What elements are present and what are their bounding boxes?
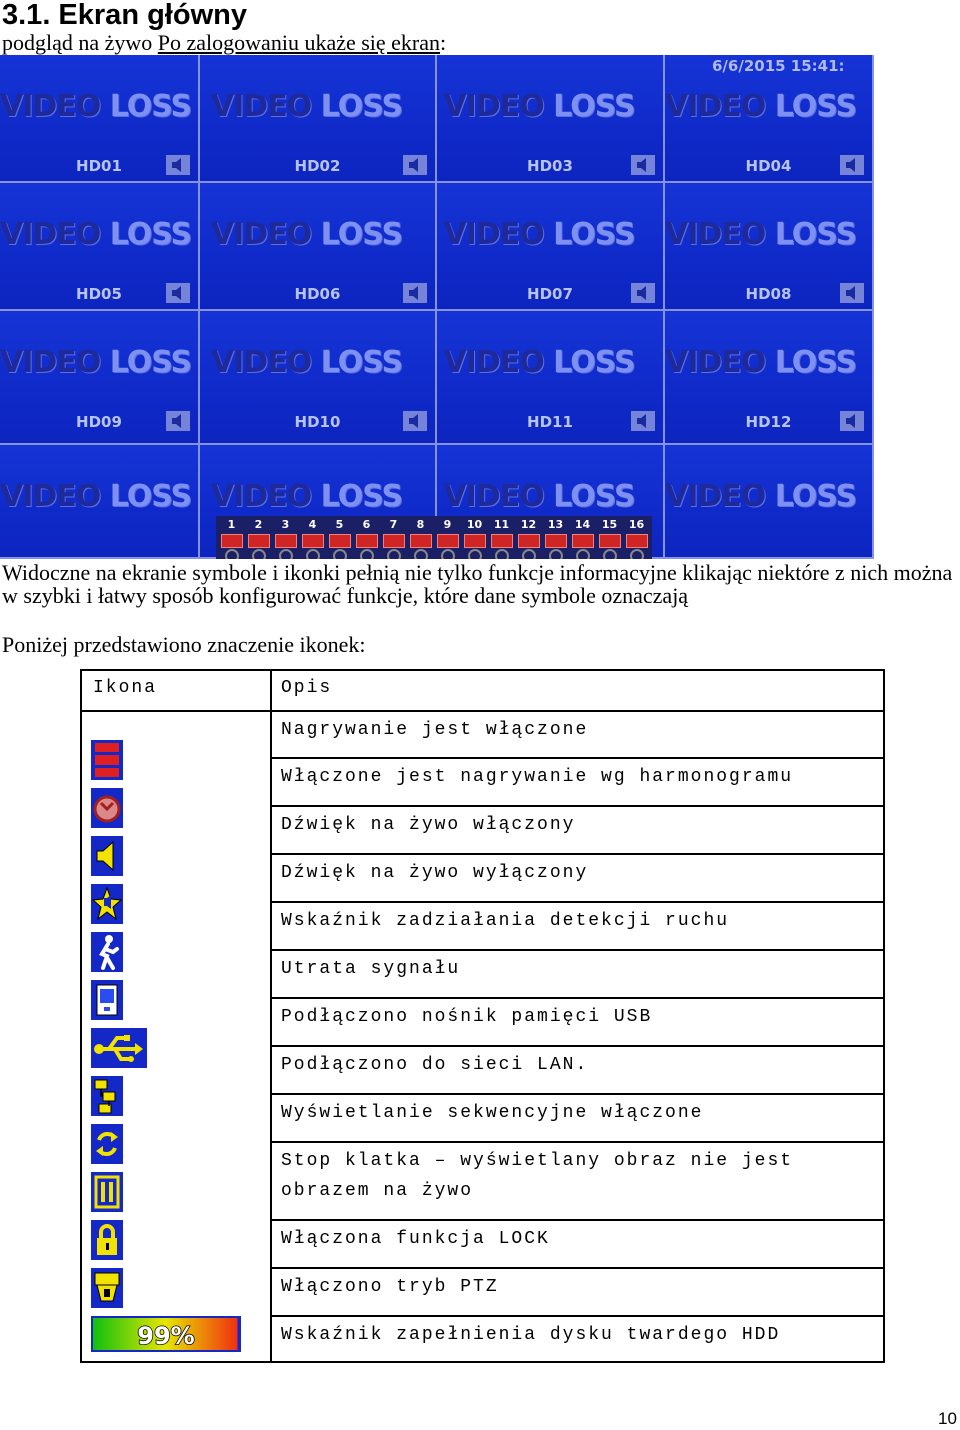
- channel-record-indicator: [356, 534, 378, 548]
- desc-motion: Wskaźnik zadziałania detekcji ruchu: [281, 911, 730, 931]
- channel-name: HD06: [294, 285, 341, 303]
- video-tile[interactable]: [437, 55, 665, 183]
- lock-icon: [91, 1220, 123, 1260]
- row-rule: [270, 1315, 883, 1317]
- header-rule: [82, 710, 883, 712]
- channel-number[interactable]: 14: [574, 518, 591, 531]
- desc-lan: Podłączono do sieci LAN.: [281, 1055, 589, 1075]
- speaker-icon[interactable]: [840, 283, 864, 303]
- header-icon-column: Ikona: [93, 678, 158, 698]
- speaker-icon[interactable]: [840, 155, 864, 175]
- video-loss-label: VIDEO LOSS: [210, 345, 403, 380]
- video-loss-label: VIDEO LOSS: [665, 217, 857, 252]
- speaker-icon[interactable]: [631, 411, 655, 431]
- video-loss-label: VIDEO LOSS: [0, 479, 192, 514]
- channel-record-indicator: [329, 534, 351, 548]
- desc-audio-off: Dźwięk na żywo wyłączony: [281, 863, 589, 883]
- channel-record-indicator: [302, 534, 324, 548]
- row-rule: [270, 853, 883, 855]
- channel-name: HD03: [527, 157, 573, 175]
- channel-name: HD12: [745, 413, 792, 431]
- channel-status-dot: [306, 549, 320, 559]
- desc-schedule-record: Włączone jest nagrywanie wg harmonogramu: [281, 767, 794, 787]
- channel-record-indicator: [437, 534, 459, 548]
- channel-record-indicator: [599, 534, 621, 548]
- channel-status-dot: [468, 549, 482, 559]
- intro-paragraph: Widoczne na ekranie symbole i ikonki pełnią nie tylko funkcje informacyjne klikając niektóre z nich można w szybki i łatwy sposób konfigurować funkcje, które dane symbole oznaczają: [2, 560, 953, 608]
- video-loss-label: VIDEO LOSS: [443, 345, 635, 380]
- row-rule: [270, 997, 883, 999]
- channel-status-dot: [630, 549, 644, 559]
- video-tile[interactable]: [437, 311, 665, 445]
- subtitle-tail: :: [440, 30, 447, 55]
- channel-name: HD04: [745, 157, 792, 175]
- channel-number[interactable]: 2: [254, 518, 263, 531]
- row-rule: [270, 1141, 883, 1143]
- channel-number[interactable]: 5: [335, 518, 344, 531]
- ptz-icon: [91, 1268, 123, 1308]
- channel-record-indicator: [464, 534, 486, 548]
- channel-number[interactable]: 11: [493, 518, 510, 531]
- freeze-frame-icon: [91, 1172, 123, 1212]
- desc-lock: Włączona funkcja LOCK: [281, 1229, 550, 1249]
- signal-loss-icon: [91, 980, 123, 1020]
- subtitle-line: [2, 31, 446, 55]
- channel-status-dot: [522, 549, 536, 559]
- channel-status-dot: [576, 549, 590, 559]
- channel-status-dot: [549, 549, 563, 559]
- channel-status-dot: [441, 549, 455, 559]
- schedule-record-icon: [91, 788, 123, 828]
- video-loss-label: VIDEO LOSS: [0, 345, 192, 380]
- video-tile[interactable]: [665, 311, 874, 445]
- channel-number[interactable]: 12: [520, 518, 537, 531]
- dvr-datetime: 6/6/2015 15:41:: [712, 57, 845, 75]
- audio-off-icon: [91, 884, 123, 924]
- video-tile[interactable]: [665, 445, 874, 559]
- channel-number[interactable]: 15: [601, 518, 618, 531]
- video-loss-label: VIDEO LOSS: [210, 89, 403, 124]
- video-loss-label: VIDEO LOSS: [665, 89, 857, 124]
- channel-number[interactable]: 13: [547, 518, 564, 531]
- video-loss-label: VIDEO LOSS: [210, 479, 403, 514]
- video-tile[interactable]: [0, 183, 200, 311]
- channel-name: HD09: [76, 413, 122, 431]
- channel-status-dot: [333, 549, 347, 559]
- video-loss-label: VIDEO LOSS: [0, 217, 192, 252]
- channel-status-dot: [387, 549, 401, 559]
- channel-record-indicator: [248, 534, 270, 548]
- channel-record-indicator: [626, 534, 648, 548]
- row-rule: [270, 1093, 883, 1095]
- video-tile[interactable]: [200, 311, 437, 445]
- video-loss-label: VIDEO LOSS: [443, 89, 635, 124]
- video-loss-label: VIDEO LOSS: [665, 345, 857, 380]
- recording-icon: [91, 740, 123, 780]
- channel-number[interactable]: 9: [443, 518, 452, 531]
- channel-status-dot: [252, 549, 266, 559]
- dvr-screenshot: [0, 55, 874, 559]
- video-loss-label: VIDEO LOSS: [0, 89, 192, 124]
- speaker-icon[interactable]: [166, 155, 190, 175]
- usb-icon: [91, 1028, 147, 1068]
- desc-signal-loss: Utrata sygnału: [281, 959, 461, 979]
- speaker-icon[interactable]: [403, 155, 427, 175]
- speaker-icon[interactable]: [403, 283, 427, 303]
- video-tile[interactable]: [665, 183, 874, 311]
- channel-record-indicator: [491, 534, 513, 548]
- channel-name: HD02: [294, 157, 341, 175]
- channel-number[interactable]: 3: [281, 518, 290, 531]
- video-tile[interactable]: [0, 445, 200, 559]
- subtitle-lead: podgląd na żywo: [2, 30, 158, 55]
- desc-recording: Nagrywanie jest włączone: [281, 720, 589, 740]
- channel-number[interactable]: 6: [362, 518, 371, 531]
- channel-record-indicator: [410, 534, 432, 548]
- hdd-percent: 99%: [137, 1322, 195, 1350]
- channel-name: HD01: [76, 157, 122, 175]
- channel-record-indicator: [518, 534, 540, 548]
- section-heading: 3.1. Ekran główny: [2, 0, 247, 31]
- channel-record-indicator: [572, 534, 594, 548]
- row-rule: [270, 805, 883, 807]
- video-loss-label: VIDEO LOSS: [443, 217, 635, 252]
- speaker-icon[interactable]: [166, 283, 190, 303]
- channel-status-dot: [603, 549, 617, 559]
- video-loss-label: VIDEO LOSS: [443, 479, 635, 514]
- column-divider: [270, 671, 272, 1361]
- icon-legend-table: [80, 669, 885, 1363]
- video-tile[interactable]: [437, 183, 665, 311]
- channel-number[interactable]: 8: [416, 518, 425, 531]
- channel-status-dot: [360, 549, 374, 559]
- channel-status-dot: [225, 549, 239, 559]
- channel-record-indicator: [383, 534, 405, 548]
- desc-ptz: Włączono tryb PTZ: [281, 1277, 499, 1297]
- channel-name: HD07: [527, 285, 573, 303]
- channel-number[interactable]: 16: [628, 518, 645, 531]
- channel-status-dot: [495, 549, 509, 559]
- speaker-icon[interactable]: [166, 411, 190, 431]
- video-tile[interactable]: [200, 183, 437, 311]
- channel-name: HD08: [745, 285, 792, 303]
- channel-name: HD10: [294, 413, 341, 431]
- channel-record-indicator: [275, 534, 297, 548]
- sequence-icon: [91, 1124, 123, 1164]
- subtitle-underlined: Po zalogowaniu ukaże się ekran: [157, 30, 441, 55]
- desc-audio-on: Dźwięk na żywo włączony: [281, 815, 576, 835]
- desc-sequence: Wyświetlanie sekwencyjne włączone: [281, 1103, 704, 1123]
- row-rule: [270, 1219, 883, 1221]
- video-tile[interactable]: [0, 311, 200, 445]
- speaker-icon[interactable]: [840, 411, 864, 431]
- channel-status-dot: [414, 549, 428, 559]
- speaker-icon[interactable]: [631, 283, 655, 303]
- desc-hdd: Wskaźnik zapełnienia dysku twardego HDD: [281, 1325, 781, 1345]
- desc-freeze-line2: obrazem na żywo: [281, 1181, 474, 1201]
- speaker-icon[interactable]: [631, 155, 655, 175]
- channel-number[interactable]: 10: [466, 518, 483, 531]
- video-tile[interactable]: [0, 55, 200, 183]
- speaker-icon[interactable]: [403, 411, 427, 431]
- header-desc-column: Opis: [281, 678, 333, 698]
- lan-icon: [91, 1076, 123, 1116]
- desc-usb: Podłączono nośnik pamięci USB: [281, 1007, 653, 1027]
- video-loss-label: VIDEO LOSS: [665, 479, 857, 514]
- row-rule: [270, 1267, 883, 1269]
- motion-detection-icon: [91, 932, 123, 972]
- channel-status-dot: [279, 549, 293, 559]
- channel-name: HD05: [76, 285, 122, 303]
- channel-status-bar: [216, 516, 652, 559]
- row-rule: [270, 901, 883, 903]
- page-number: 10: [938, 1409, 957, 1428]
- row-rule: [270, 1045, 883, 1047]
- audio-on-icon: [91, 836, 123, 876]
- channel-number[interactable]: 7: [389, 518, 398, 531]
- row-rule: [270, 949, 883, 951]
- channel-number[interactable]: 4: [308, 518, 317, 531]
- hdd-usage-icon: [91, 1316, 241, 1352]
- desc-freeze-line1: Stop klatka – wyświetlany obraz nie jest: [281, 1151, 794, 1171]
- icons-intro: Poniżej przedstawiono znaczenie ikonek:: [2, 632, 366, 657]
- channel-number[interactable]: 1: [227, 518, 236, 531]
- channel-record-indicator: [545, 534, 567, 548]
- video-loss-label: VIDEO LOSS: [210, 217, 403, 252]
- channel-name: HD11: [527, 413, 573, 431]
- video-tile[interactable]: [200, 55, 437, 183]
- channel-record-indicator: [221, 534, 243, 548]
- row-rule: [270, 757, 883, 759]
